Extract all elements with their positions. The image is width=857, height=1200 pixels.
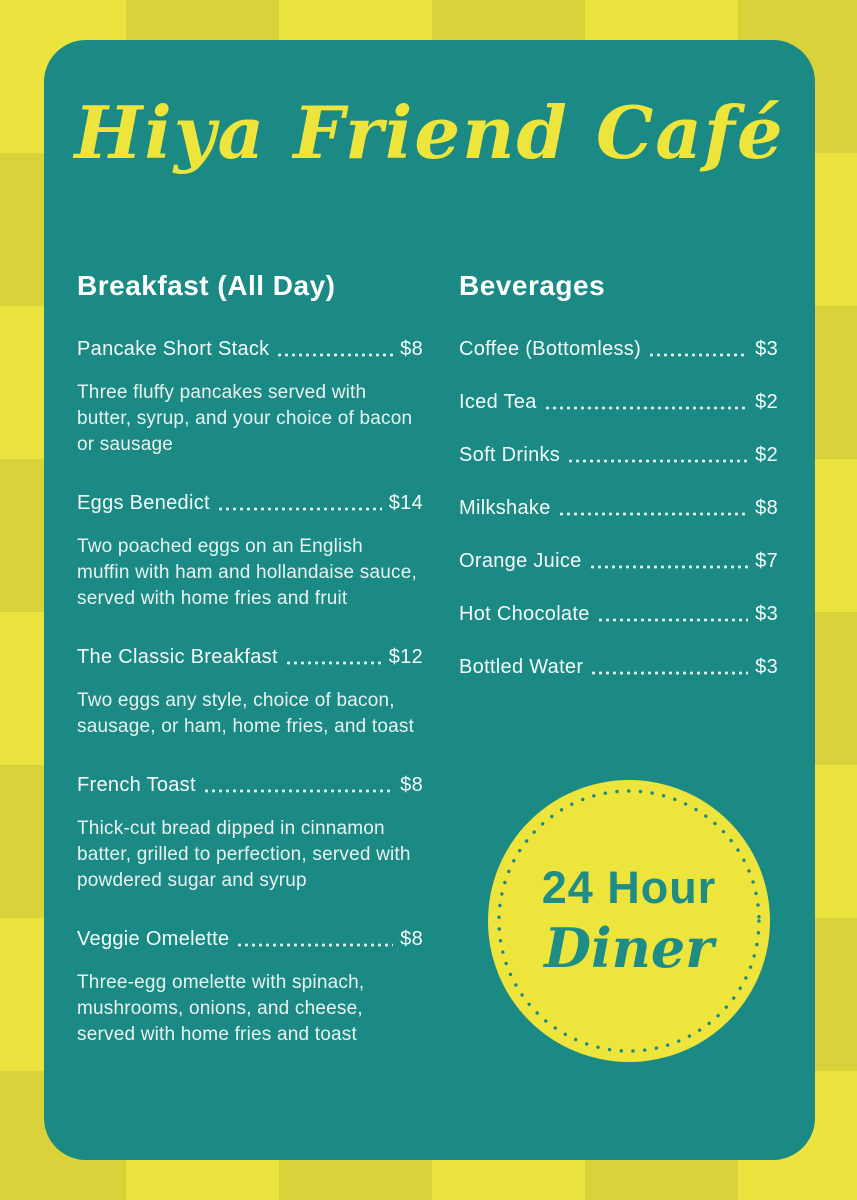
item-price: $14 — [388, 492, 423, 515]
menu-item-row — [459, 337, 778, 362]
item-price: $2 — [755, 444, 778, 467]
menu-item — [77, 927, 423, 1048]
badge-line-2: Diner — [544, 915, 714, 980]
badge-line-1: 24 Hour — [541, 862, 717, 914]
item-price: $3 — [755, 338, 778, 361]
item-name: Bottled Water — [459, 656, 584, 679]
menu-item-row — [77, 773, 423, 798]
24-hour-diner-badge — [488, 780, 770, 1062]
menu-card — [44, 40, 815, 1160]
item-price: $2 — [755, 391, 778, 414]
item-name: French Toast — [77, 774, 196, 797]
item-price: $8 — [400, 928, 423, 951]
item-name: Pancake Short Stack — [77, 338, 270, 361]
item-price: $3 — [755, 656, 778, 679]
item-name: Soft Drinks — [459, 444, 561, 467]
item-description: Thick-cut bread dipped in cinnamon batter, grilled to perfection, served with powdered sugar and syrup — [77, 818, 411, 892]
item-price: $3 — [755, 603, 778, 626]
menu-item-row — [77, 337, 423, 362]
breakfast-heading: Breakfast (All Day) — [77, 270, 336, 302]
item-price: $8 — [400, 338, 423, 361]
menu-item-row — [459, 655, 778, 680]
item-name: Orange Juice — [459, 550, 582, 573]
item-name: Veggie Omelette — [77, 928, 230, 951]
menu-item — [77, 337, 423, 458]
item-price: $8 — [755, 497, 778, 520]
item-price: $12 — [388, 646, 423, 669]
menu-item-row — [77, 927, 423, 952]
item-price: $8 — [400, 774, 423, 797]
menu-item-row — [77, 645, 423, 670]
item-description: Two eggs any style, choice of bacon, sausage, or ham, home fries, and toast — [77, 690, 415, 738]
item-name: Eggs Benedict — [77, 492, 210, 515]
menu-item-row — [77, 491, 423, 516]
item-description: Two poached eggs on an English muffin with ham and hollandaise sauce, served with home fries and fruit — [77, 536, 417, 610]
menu-item-row — [459, 496, 778, 521]
menu-item — [77, 491, 423, 612]
item-name: Coffee (Bottomless) — [459, 338, 642, 361]
menu-item — [77, 773, 423, 894]
item-description: Three fluffy pancakes served with butter, syrup, and your choice of bacon or sausage — [77, 382, 413, 456]
cafe-title: Hiya Friend Café — [74, 90, 785, 175]
menu-item-row — [459, 549, 778, 574]
menu-item — [77, 645, 423, 740]
item-name: Iced Tea — [459, 391, 537, 414]
item-name: The Classic Breakfast — [77, 646, 278, 669]
item-price: $7 — [755, 550, 778, 573]
item-name: Milkshake — [459, 497, 551, 520]
menu-item-row — [459, 443, 778, 468]
item-description: Three-egg omelette with spinach, mushrooms, onions, and cheese, served with home fries and toast — [77, 972, 365, 1046]
menu-item-row — [459, 390, 778, 415]
menu-item-row — [459, 602, 778, 627]
item-name: Hot Chocolate — [459, 603, 590, 626]
beverages-heading: Beverages — [459, 270, 606, 302]
section-breakfast — [77, 268, 423, 1081]
